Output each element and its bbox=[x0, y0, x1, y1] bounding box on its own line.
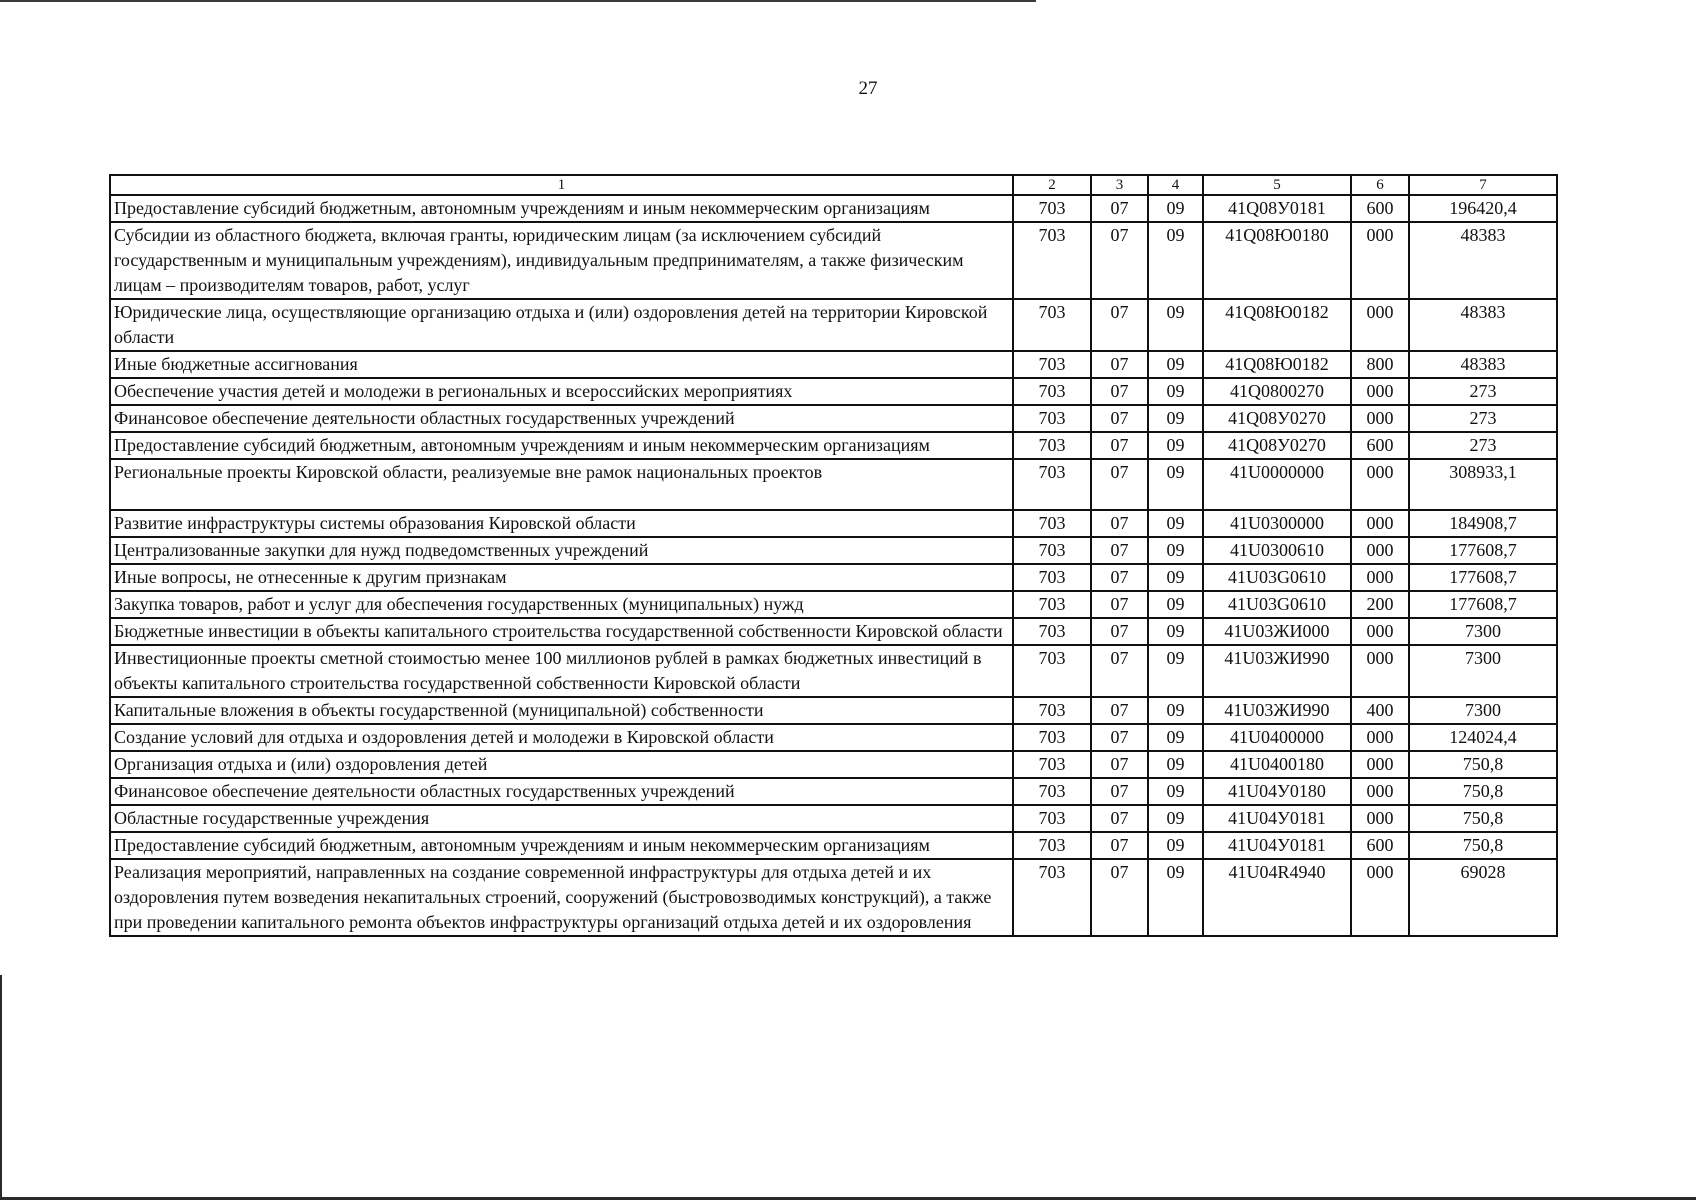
row-col-3: 07 bbox=[1091, 859, 1148, 936]
row-col-2: 703 bbox=[1013, 778, 1091, 805]
table-row bbox=[110, 432, 1557, 459]
row-col-6: 000 bbox=[1351, 537, 1409, 564]
row-col-3: 07 bbox=[1091, 378, 1148, 405]
row-col-5: 41U03ЖИ000 bbox=[1203, 618, 1351, 645]
row-col-6: 000 bbox=[1351, 645, 1409, 697]
row-col-5: 41Q08У0181 bbox=[1203, 195, 1351, 222]
budget-table bbox=[109, 174, 1558, 937]
row-col-4: 09 bbox=[1148, 697, 1203, 724]
row-col-5: 41Q0800270 bbox=[1203, 378, 1351, 405]
row-col-3: 07 bbox=[1091, 645, 1148, 697]
row-name: Предоставление субсидий бюджетным, автономным учреждениям и иным некоммерческим организациям bbox=[110, 432, 1013, 459]
row-col-7: 177608,7 bbox=[1409, 537, 1557, 564]
table-row bbox=[110, 591, 1557, 618]
row-col-4: 09 bbox=[1148, 805, 1203, 832]
row-col-4: 09 bbox=[1148, 299, 1203, 351]
row-col-5: 41U04У0181 bbox=[1203, 805, 1351, 832]
row-name: Закупка товаров, работ и услуг для обеспечения государственных (муниципальных) нужд bbox=[110, 591, 1013, 618]
row-col-7: 308933,1 bbox=[1409, 459, 1557, 510]
row-col-5: 41Q08Ю0182 bbox=[1203, 299, 1351, 351]
row-col-4: 09 bbox=[1148, 537, 1203, 564]
row-col-3: 07 bbox=[1091, 724, 1148, 751]
row-col-2: 703 bbox=[1013, 195, 1091, 222]
row-col-3: 07 bbox=[1091, 195, 1148, 222]
row-name: Предоставление субсидий бюджетным, автономным учреждениям и иным некоммерческим организациям bbox=[110, 832, 1013, 859]
row-col-6: 200 bbox=[1351, 591, 1409, 618]
table-row bbox=[110, 618, 1557, 645]
scan-edge-top bbox=[0, 0, 1036, 2]
row-name: Капитальные вложения в объекты государственной (муниципальной) собственности bbox=[110, 697, 1013, 724]
row-col-2: 703 bbox=[1013, 591, 1091, 618]
row-col-2: 703 bbox=[1013, 697, 1091, 724]
row-name: Иные бюджетные ассигнования bbox=[110, 351, 1013, 378]
row-col-5: 41Q08Ю0182 bbox=[1203, 351, 1351, 378]
row-col-5: 41U04R4940 bbox=[1203, 859, 1351, 936]
row-col-6: 000 bbox=[1351, 859, 1409, 936]
row-name: Финансовое обеспечение деятельности областных государственных учреждений bbox=[110, 405, 1013, 432]
row-col-7: 273 bbox=[1409, 378, 1557, 405]
row-col-5: 41Q08Ю0180 bbox=[1203, 222, 1351, 299]
table-header-row bbox=[110, 175, 1557, 195]
row-col-3: 07 bbox=[1091, 432, 1148, 459]
row-col-5: 41Q08У0270 bbox=[1203, 432, 1351, 459]
row-col-5: 41U0000000 bbox=[1203, 459, 1351, 510]
table-row bbox=[110, 778, 1557, 805]
row-col-2: 703 bbox=[1013, 351, 1091, 378]
row-col-6: 800 bbox=[1351, 351, 1409, 378]
row-col-3: 07 bbox=[1091, 618, 1148, 645]
table-row bbox=[110, 724, 1557, 751]
table-row bbox=[110, 805, 1557, 832]
row-name: Создание условий для отдыха и оздоровления детей и молодежи в Кировской области bbox=[110, 724, 1013, 751]
table-row bbox=[110, 510, 1557, 537]
row-name: Юридические лица, осуществляющие организацию отдыха и (или) оздоровления детей на территории Кировской области bbox=[110, 299, 1013, 351]
row-col-3: 07 bbox=[1091, 459, 1148, 510]
row-col-7: 750,8 bbox=[1409, 751, 1557, 778]
row-col-5: 41U04У0181 bbox=[1203, 832, 1351, 859]
row-col-4: 09 bbox=[1148, 645, 1203, 697]
table-row bbox=[110, 459, 1557, 510]
row-col-7: 177608,7 bbox=[1409, 591, 1557, 618]
row-col-5: 41U0400000 bbox=[1203, 724, 1351, 751]
row-col-6: 000 bbox=[1351, 378, 1409, 405]
row-col-2: 703 bbox=[1013, 564, 1091, 591]
row-col-3: 07 bbox=[1091, 537, 1148, 564]
row-col-3: 07 bbox=[1091, 222, 1148, 299]
row-col-4: 09 bbox=[1148, 405, 1203, 432]
row-col-4: 09 bbox=[1148, 378, 1203, 405]
row-col-3: 07 bbox=[1091, 564, 1148, 591]
row-col-6: 000 bbox=[1351, 805, 1409, 832]
row-col-6: 000 bbox=[1351, 459, 1409, 510]
row-col-5: 41U0300000 bbox=[1203, 510, 1351, 537]
row-name: Инвестиционные проекты сметной стоимостью менее 100 миллионов рублей в рамках бюджетных инвестиций в объекты капитального строительства государственной собственности Кировской области bbox=[110, 645, 1013, 697]
table-row bbox=[110, 751, 1557, 778]
header-col-1: 1 bbox=[110, 175, 1013, 195]
row-col-5: 41U03G0610 bbox=[1203, 564, 1351, 591]
row-col-6: 600 bbox=[1351, 432, 1409, 459]
row-name: Иные вопросы, не отнесенные к другим признакам bbox=[110, 564, 1013, 591]
row-col-4: 09 bbox=[1148, 751, 1203, 778]
row-col-5: 41U03G0610 bbox=[1203, 591, 1351, 618]
row-col-5: 41U0300610 bbox=[1203, 537, 1351, 564]
row-col-4: 09 bbox=[1148, 832, 1203, 859]
row-col-2: 703 bbox=[1013, 618, 1091, 645]
row-col-7: 48383 bbox=[1409, 351, 1557, 378]
header-col-5: 5 bbox=[1203, 175, 1351, 195]
row-col-3: 07 bbox=[1091, 697, 1148, 724]
row-col-6: 000 bbox=[1351, 564, 1409, 591]
row-col-4: 09 bbox=[1148, 351, 1203, 378]
row-col-6: 600 bbox=[1351, 832, 1409, 859]
row-name: Централизованные закупки для нужд подведомственных учреждений bbox=[110, 537, 1013, 564]
row-col-4: 09 bbox=[1148, 618, 1203, 645]
row-col-6: 000 bbox=[1351, 510, 1409, 537]
row-col-7: 69028 bbox=[1409, 859, 1557, 936]
page-number: 27 bbox=[858, 78, 878, 99]
row-col-7: 750,8 bbox=[1409, 832, 1557, 859]
row-col-3: 07 bbox=[1091, 591, 1148, 618]
row-name: Реализация мероприятий, направленных на создание современной инфраструктуры для отдыха детей и их оздоровления путем возведения некапитальных строений, сооружений (быстровозводимых конструкций), а также при проведении капитального ремонта объектов инфраструктуры организаций отдыха детей и их оздоровления bbox=[110, 859, 1013, 936]
row-col-5: 41U03ЖИ990 bbox=[1203, 645, 1351, 697]
row-col-6: 000 bbox=[1351, 222, 1409, 299]
row-col-2: 703 bbox=[1013, 459, 1091, 510]
row-col-4: 09 bbox=[1148, 724, 1203, 751]
row-name: Региональные проекты Кировской области, реализуемые вне рамок национальных проектов bbox=[110, 459, 1013, 510]
row-col-4: 09 bbox=[1148, 591, 1203, 618]
table-row bbox=[110, 564, 1557, 591]
header-col-2: 2 bbox=[1013, 175, 1091, 195]
table-row bbox=[110, 537, 1557, 564]
row-col-4: 09 bbox=[1148, 459, 1203, 510]
row-col-2: 703 bbox=[1013, 537, 1091, 564]
row-col-3: 07 bbox=[1091, 299, 1148, 351]
table-row bbox=[110, 299, 1557, 351]
row-col-7: 184908,7 bbox=[1409, 510, 1557, 537]
row-name: Развитие инфраструктуры системы образования Кировской области bbox=[110, 510, 1013, 537]
row-col-6: 400 bbox=[1351, 697, 1409, 724]
table-row bbox=[110, 195, 1557, 222]
row-col-3: 07 bbox=[1091, 805, 1148, 832]
row-col-7: 177608,7 bbox=[1409, 564, 1557, 591]
row-col-2: 703 bbox=[1013, 299, 1091, 351]
row-col-7: 48383 bbox=[1409, 299, 1557, 351]
scan-edge-left bbox=[0, 975, 2, 1200]
header-col-6: 6 bbox=[1351, 175, 1409, 195]
row-col-7: 750,8 bbox=[1409, 805, 1557, 832]
row-col-7: 273 bbox=[1409, 432, 1557, 459]
row-col-3: 07 bbox=[1091, 751, 1148, 778]
table-row bbox=[110, 832, 1557, 859]
row-col-6: 000 bbox=[1351, 405, 1409, 432]
header-col-3: 3 bbox=[1091, 175, 1148, 195]
row-col-5: 41U04У0180 bbox=[1203, 778, 1351, 805]
row-col-3: 07 bbox=[1091, 405, 1148, 432]
row-name: Обеспечение участия детей и молодежи в региональных и всероссийских мероприятиях bbox=[110, 378, 1013, 405]
row-name: Бюджетные инвестиции в объекты капитального строительства государственной собственности Кировской области bbox=[110, 618, 1013, 645]
row-col-4: 09 bbox=[1148, 195, 1203, 222]
row-name: Организация отдыха и (или) оздоровления детей bbox=[110, 751, 1013, 778]
row-col-5: 41Q08У0270 bbox=[1203, 405, 1351, 432]
row-col-3: 07 bbox=[1091, 510, 1148, 537]
row-col-3: 07 bbox=[1091, 351, 1148, 378]
row-name: Финансовое обеспечение деятельности областных государственных учреждений bbox=[110, 778, 1013, 805]
row-name: Субсидии из областного бюджета, включая гранты, юридическим лицам (за исключением субсидий государственным и муниципальным учреждениям), индивидуальным предпринимателям, а также физическим лицам – производителям товаров, работ, услуг bbox=[110, 222, 1013, 299]
row-col-2: 703 bbox=[1013, 805, 1091, 832]
row-col-2: 703 bbox=[1013, 405, 1091, 432]
table-row bbox=[110, 697, 1557, 724]
row-col-7: 750,8 bbox=[1409, 778, 1557, 805]
row-col-3: 07 bbox=[1091, 832, 1148, 859]
header-col-4: 4 bbox=[1148, 175, 1203, 195]
row-col-6: 600 bbox=[1351, 195, 1409, 222]
row-col-7: 124024,4 bbox=[1409, 724, 1557, 751]
row-col-5: 41U0400180 bbox=[1203, 751, 1351, 778]
row-col-5: 41U03ЖИ990 bbox=[1203, 697, 1351, 724]
row-col-2: 703 bbox=[1013, 222, 1091, 299]
row-col-7: 7300 bbox=[1409, 645, 1557, 697]
row-col-3: 07 bbox=[1091, 778, 1148, 805]
row-col-2: 703 bbox=[1013, 378, 1091, 405]
row-col-2: 703 bbox=[1013, 645, 1091, 697]
table-row bbox=[110, 645, 1557, 697]
row-col-2: 703 bbox=[1013, 432, 1091, 459]
header-col-7: 7 bbox=[1409, 175, 1557, 195]
row-col-7: 196420,4 bbox=[1409, 195, 1557, 222]
row-col-2: 703 bbox=[1013, 724, 1091, 751]
table-row bbox=[110, 378, 1557, 405]
row-col-2: 703 bbox=[1013, 859, 1091, 936]
row-col-6: 000 bbox=[1351, 618, 1409, 645]
table-row bbox=[110, 405, 1557, 432]
row-col-6: 000 bbox=[1351, 724, 1409, 751]
row-col-2: 703 bbox=[1013, 832, 1091, 859]
row-col-7: 7300 bbox=[1409, 697, 1557, 724]
row-name: Предоставление субсидий бюджетным, автономным учреждениям и иным некоммерческим организациям bbox=[110, 195, 1013, 222]
row-col-4: 09 bbox=[1148, 510, 1203, 537]
row-col-7: 48383 bbox=[1409, 222, 1557, 299]
row-col-4: 09 bbox=[1148, 432, 1203, 459]
table-row bbox=[110, 351, 1557, 378]
row-col-4: 09 bbox=[1148, 564, 1203, 591]
table-row bbox=[110, 222, 1557, 299]
row-col-7: 7300 bbox=[1409, 618, 1557, 645]
row-col-4: 09 bbox=[1148, 778, 1203, 805]
row-name: Областные государственные учреждения bbox=[110, 805, 1013, 832]
row-col-2: 703 bbox=[1013, 751, 1091, 778]
row-col-6: 000 bbox=[1351, 778, 1409, 805]
table-row bbox=[110, 859, 1557, 936]
row-col-4: 09 bbox=[1148, 859, 1203, 936]
row-col-2: 703 bbox=[1013, 510, 1091, 537]
row-col-7: 273 bbox=[1409, 405, 1557, 432]
row-col-6: 000 bbox=[1351, 299, 1409, 351]
row-col-6: 000 bbox=[1351, 751, 1409, 778]
row-col-4: 09 bbox=[1148, 222, 1203, 299]
